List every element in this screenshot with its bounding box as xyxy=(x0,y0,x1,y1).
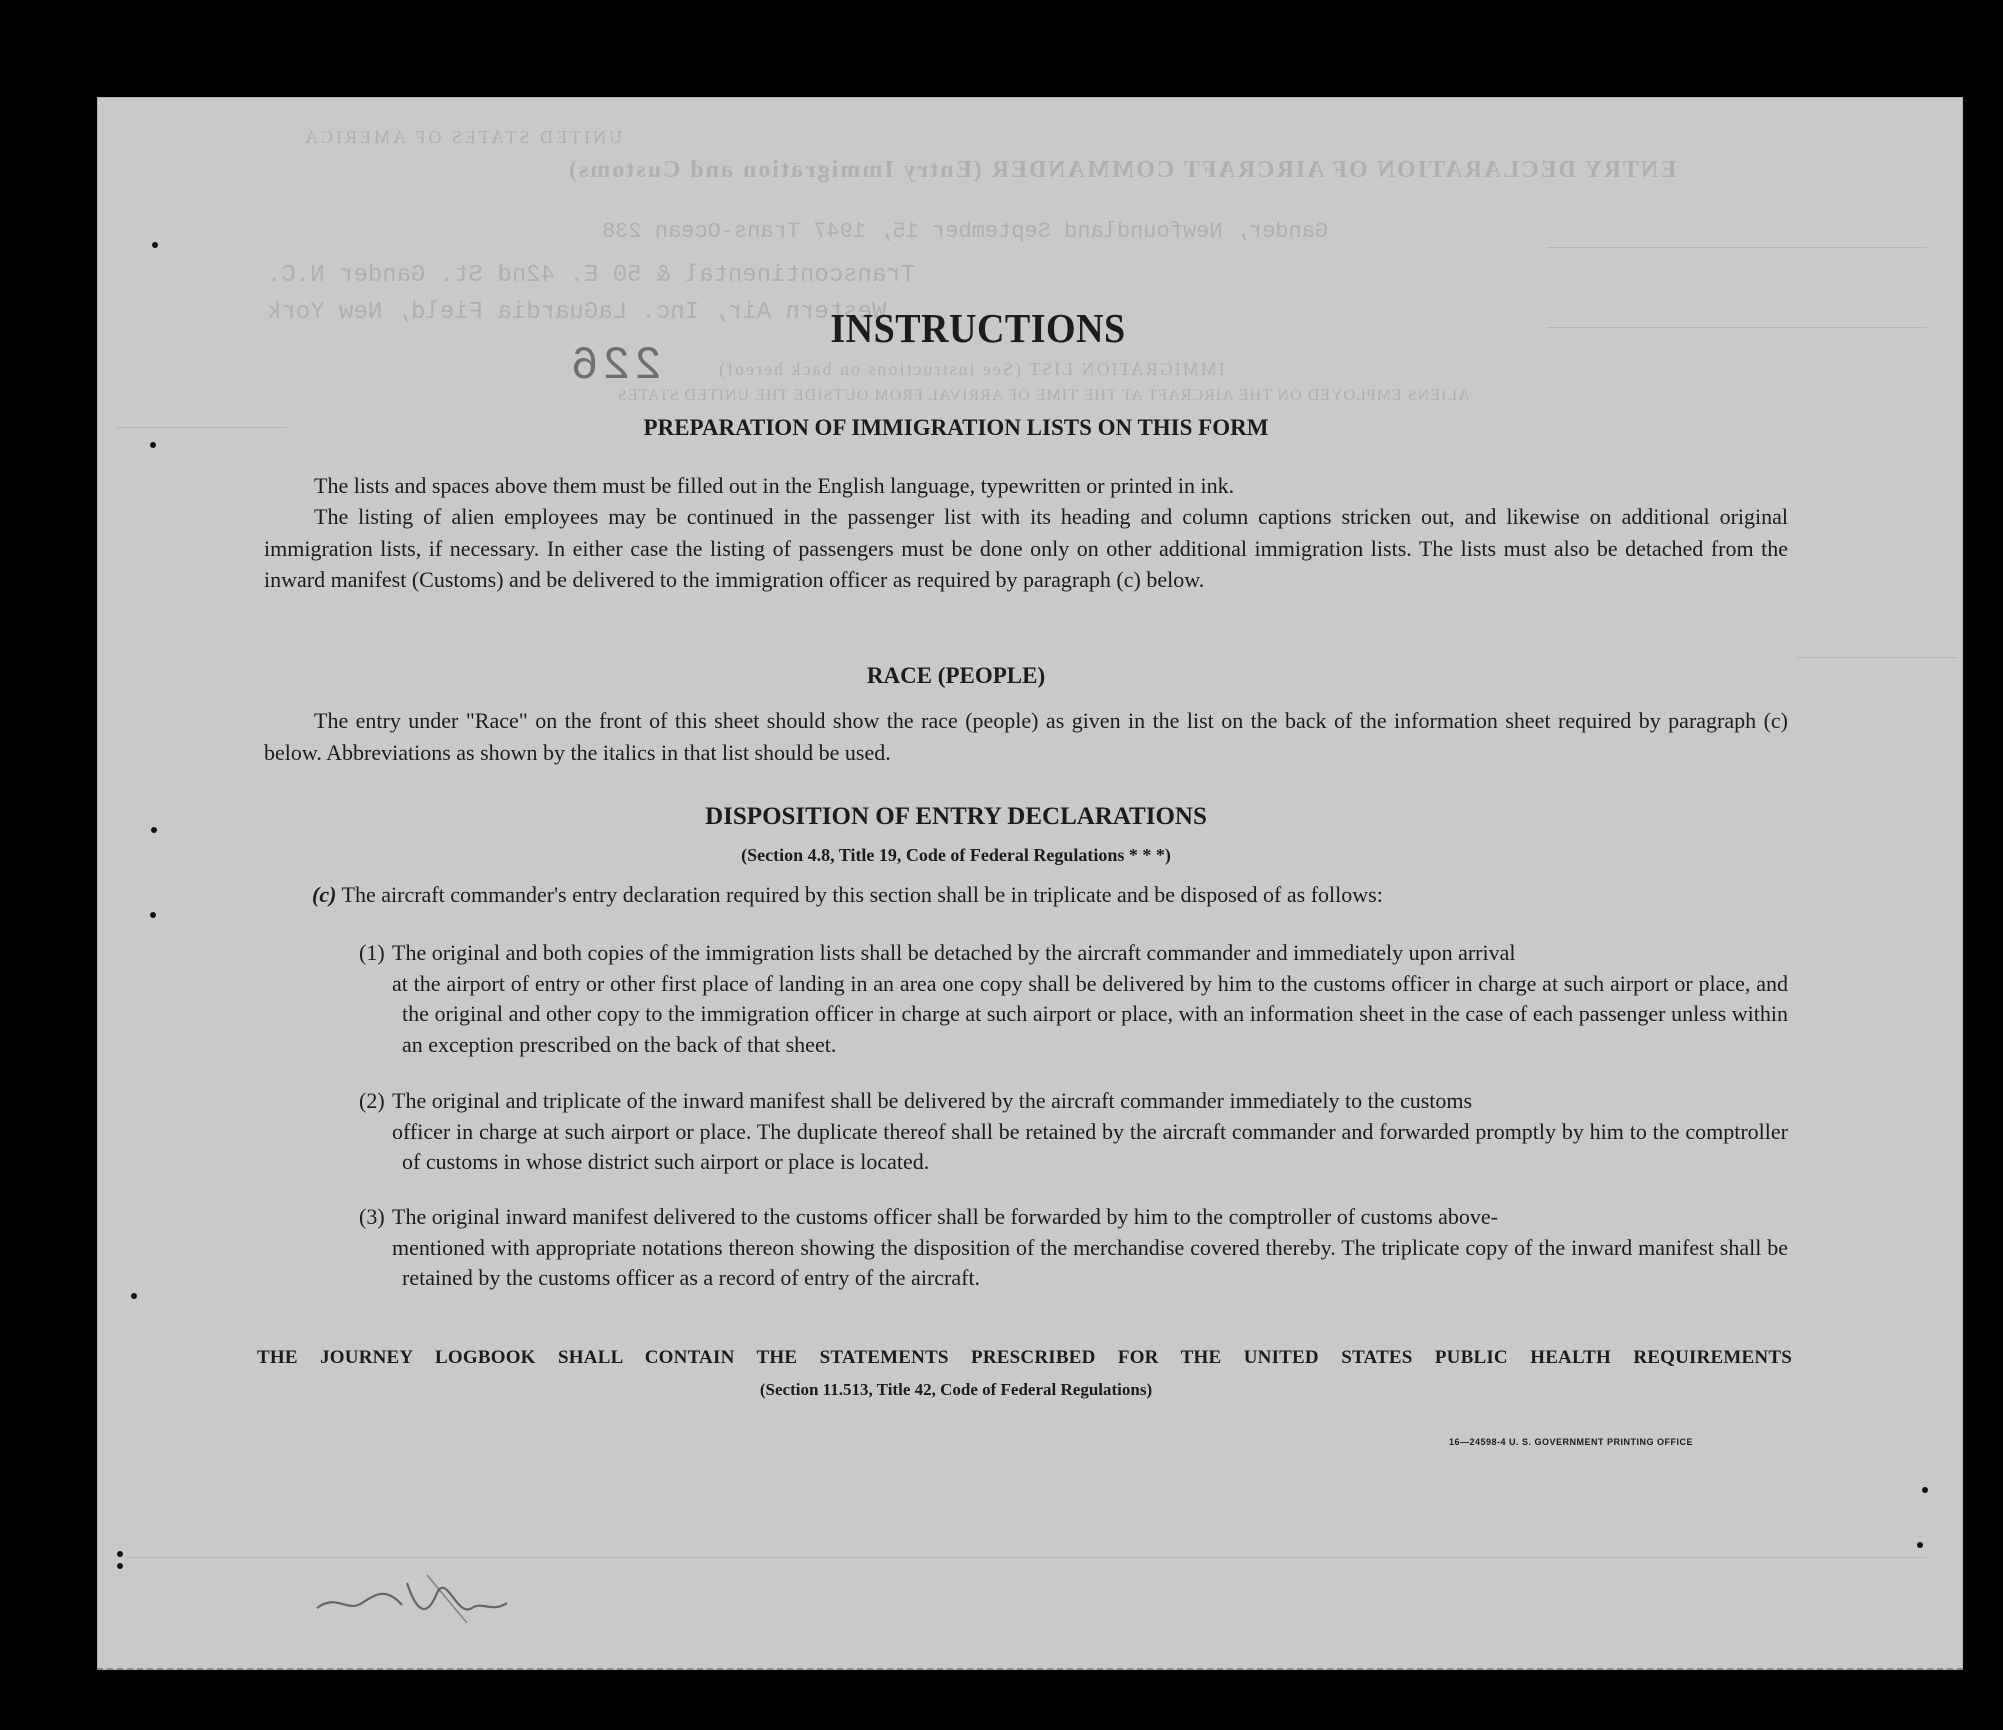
bleed-through-line: UNITED STATES OF AMERICA xyxy=(302,127,623,147)
bleed-through-line: Gander, Newfoundland September 15, 1947 Trans-Ocean 238 xyxy=(602,219,1329,244)
perforated-edge xyxy=(97,1662,1963,1670)
item-text-rest: at the airport of entry or other first place of landing in an area one copy shall be delivered by him to the customs officer in charge at such airport or place, and the original and other copy to the immigration officer in charge at such airport or place, with an information sheet in the case of each passenger unless within an exception prescribed on the back of that sheet. xyxy=(392,970,1788,1057)
disposition-citation: (Section 4.8, Title 19, Code of Federal Regulations * * *) xyxy=(741,845,1171,865)
item-number: (3) xyxy=(359,1204,385,1229)
paragraph-c-text: The aircraft commander's entry declaration required by this section shall be in triplicate and be disposed of as follows: xyxy=(341,882,1383,907)
item-text-rest: mentioned with appropriate notations thereon showing the disposition of the merchandise covered thereby. The triplicate copy of the inward manifest shall be retained by the customs officer as a record of entry of the aircraft. xyxy=(392,1234,1788,1290)
bleed-rule xyxy=(127,1557,1927,1558)
bleed-through-line: ENTRY DECLARATION OF AIRCRAFT COMMANDER (Entry Immigration and Customs) xyxy=(567,157,1677,183)
printing-office-code: 16—24598-4 U. S. GOVERNMENT PRINTING OFFICE xyxy=(1449,1437,1694,1447)
punch-mark xyxy=(150,912,156,918)
list-item xyxy=(359,1202,1788,1294)
punch-mark xyxy=(1922,1487,1928,1493)
bleed-rule xyxy=(1797,657,1957,658)
bleed-through-line: ALIENS EMPLOYED ON THE AIRCRAFT AT THE TIME OF ARRIVAL FROM OUTSIDE THE UNITED STATES xyxy=(617,387,1470,404)
bleed-rule xyxy=(1547,247,1927,248)
disposition-heading: DISPOSITION OF ENTRY DECLARATIONS xyxy=(705,803,1207,830)
paragraph-c xyxy=(312,879,1788,910)
bleed-through-line: Western Air, Inc. LaGuardia Field, New York xyxy=(267,299,887,326)
item-text-first: The original and both copies of the immigration lists shall be detached by the aircraft commander and immediately upon arrival xyxy=(392,940,1516,965)
public-health-citation: (Section 11.513, Title 42, Code of Federal Regulations) xyxy=(759,1380,1153,1399)
stamp-number: 226 xyxy=(567,340,662,392)
item-number: (1) xyxy=(359,940,385,965)
page-title: INSTRUCTIONS xyxy=(830,306,1126,352)
bleed-through-line: IMMIGRATION LIST (See instructions on back hereof) xyxy=(717,359,1225,379)
bleed-through-line: Transcontinental & 50 E. 42nd St. Gander N.C. xyxy=(267,262,916,289)
paragraph-c-label: (c) xyxy=(312,882,337,907)
punch-mark xyxy=(131,1293,137,1299)
document-sheet xyxy=(97,97,1963,1670)
preparation-heading: PREPARATION OF IMMIGRATION LISTS ON THIS FORM xyxy=(643,415,1269,440)
item-text-rest: officer in charge at such airport or place. The duplicate thereof shall be retained by the aircraft commander and forwarded promptly by him to the comptroller of customs in whose district such airport or place is located. xyxy=(392,1118,1788,1174)
race-paragraph: The entry under "Race" on the front of this sheet should show the race (people) as given in the list on the back of the information sheet required by paragraph (c) below. Abbreviations as shown by the italics in that list should be used. xyxy=(264,708,1788,765)
punch-mark xyxy=(151,827,157,833)
item-text-first: The original inward manifest delivered to the customs officer shall be forwarded by him to the comptroller of customs above- xyxy=(392,1204,1498,1229)
punch-mark xyxy=(152,242,158,248)
list-item xyxy=(359,1086,1788,1178)
punch-mark xyxy=(117,1563,123,1569)
list-item xyxy=(359,938,1788,1060)
item-text-first: The original and triplicate of the inward manifest shall be delivered by the aircraft commander immediately to the customs xyxy=(392,1088,1473,1113)
item-number: (2) xyxy=(359,1088,385,1113)
race-heading: RACE (PEOPLE) xyxy=(866,663,1046,688)
punch-mark xyxy=(1917,1542,1923,1548)
preparation-paragraph-1: The lists and spaces above them must be filled out in the English language, typewritten or printed in ink. xyxy=(314,473,1235,498)
signature-scrawl xyxy=(307,1563,547,1633)
punch-mark xyxy=(150,442,156,448)
preparation-paragraph-2: The listing of alien employees may be continued in the passenger list with its heading and column captions stricken out, and likewise on additional original immigration lists, if necessary. In either case the listing of passengers must be done only on other additional immigration lists. The lists must also be detached from the inward manifest (Customs) and be delivered to the immigration officer as required by paragraph (c) below. xyxy=(264,504,1788,592)
punch-mark xyxy=(117,1551,123,1557)
public-health-heading: THE JOURNEY LOGBOOK SHALL CONTAIN THE STATEMENTS PRESCRIBED FOR THE UNITED STATES PUBLIC HEALTH REQUIREMENTS xyxy=(257,1347,1792,1368)
